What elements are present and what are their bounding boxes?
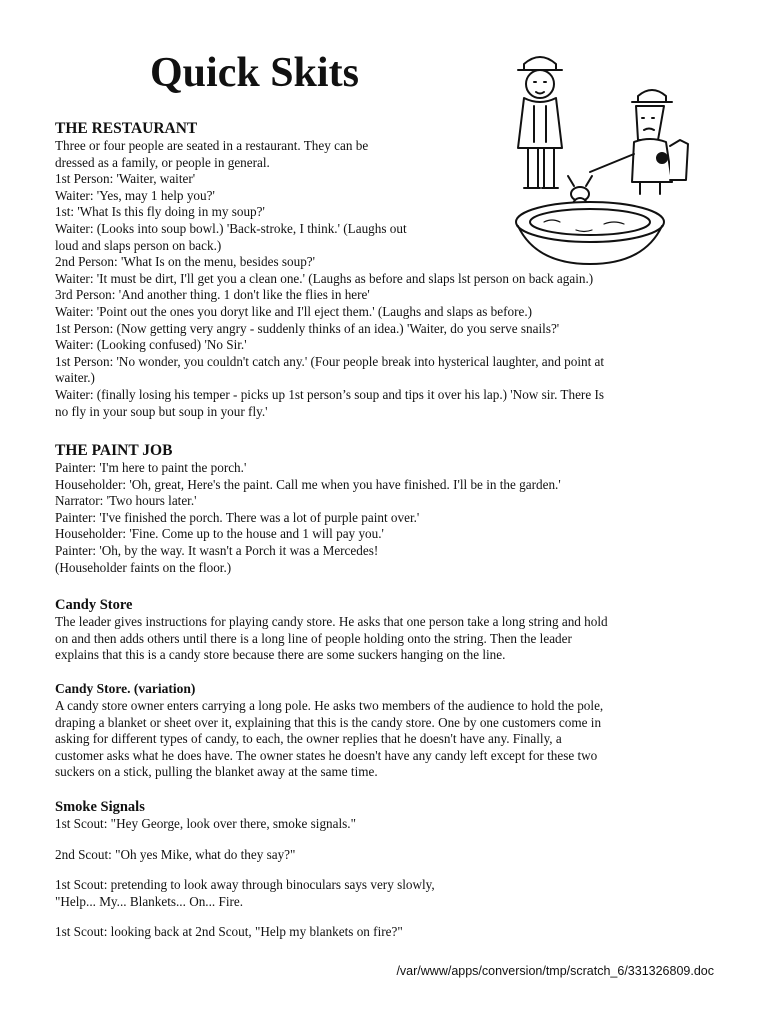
text-line: Painter: 'I'm here to paint the porch.'	[55, 460, 247, 475]
text-line: 1st Person: 'No wonder, you couldn't catch any.' (Four people break into hysterical laughter, and point at	[55, 353, 605, 369]
section-heading: Smoke Signals	[55, 799, 145, 815]
text-line: 2nd Scout: "Oh yes Mike, what do they say?"	[55, 846, 296, 862]
text-line: "Help... My... Blankets... On... Fire.	[55, 893, 244, 909]
text-line: Waiter: (finally losing his temper - picks up 1st person’s soup and tips it over his lap.) 'Now sir. There Is	[55, 386, 604, 402]
text-line: draping a blanket or sheet over it, explaining that this is the candy store. One by one customers come in	[55, 714, 602, 730]
text-line: asking for different types of candy, to each, the owner replies that he doesn't have any. Finally, a	[55, 731, 562, 747]
section-candy-store	[55, 596, 608, 664]
text-line: 1st Scout: "Hey George, look over there, smoke signals."	[55, 816, 356, 831]
section-restaurant	[55, 120, 604, 420]
section-candy-store-variation	[55, 680, 603, 781]
text-line: Waiter: (Looking confused) 'No Sir.'	[55, 337, 247, 353]
text-line: 2nd Person: 'What Is on the menu, besides soup?'	[55, 254, 316, 270]
text-line: Householder: 'Oh, great, Here's the paint. Call me when you have finished. I'll be in the garden.'	[55, 476, 561, 492]
text-line: loud and slaps person on back.)	[55, 237, 222, 253]
text-line: 1st: 'What Is this fly doing in my soup?'	[55, 204, 265, 220]
text-line: 1st Person: (Now getting very angry - suddenly thinks of an idea.) 'Waiter, do you serve snails?'	[55, 320, 560, 336]
text-line: suckers on a stick, pulling the blanket away at the same time.	[55, 764, 378, 780]
section-heading: THE PAINT JOB	[55, 442, 173, 459]
text-line: (Householder faints on the floor.)	[55, 559, 232, 575]
text-line: Waiter: 'Point out the ones you doryt like and I'll eject them.' (Laughs and slaps as before.)	[55, 303, 533, 319]
file-path-footer: /var/www/apps/conversion/tmp/scratch_6/331326809.doc	[396, 964, 714, 978]
text-line: explains that this is a candy store because there are some suckers hanging on the line.	[55, 647, 506, 663]
text-line: 1st Scout: looking back at 2nd Scout, "Help my blankets on fire?"	[55, 924, 403, 940]
text-line: 1st Scout: pretending to look away through binoculars says very slowly,	[55, 877, 435, 893]
text-line: Painter: 'Oh, by the way. It wasn't a Porch it was a Mercedes!	[55, 542, 379, 558]
text-line: no fly in your soup but soup in your fly.'	[55, 403, 268, 419]
text-line: The leader gives instructions for playing candy store. He asks that one person take a long string and hold	[55, 614, 608, 629]
text-line: on and then adds others until there is a long line of people holding onto the string. Then the leader	[55, 630, 572, 646]
text-line: Householder: 'Fine. Come up to the house and 1 will pay you.'	[55, 526, 384, 542]
text-line: A candy store owner enters carrying a long pole. He asks two members of the audience to hold the pole,	[55, 698, 604, 713]
text-line: 1st Person: 'Waiter, waiter'	[55, 171, 196, 187]
text-line: dressed as a family, or people in general.	[55, 154, 270, 170]
section-paint-job	[55, 442, 561, 576]
text-line: Waiter: 'Yes, may 1 help you?'	[55, 187, 215, 203]
text-line: 3rd Person: 'And another thing. 1 don't like the flies in here'	[55, 287, 370, 303]
text-line: Waiter: (Looks into soup bowl.) 'Back-stroke, I think.' (Laughs out	[55, 220, 407, 236]
text-line: Painter: 'I've finished the porch. There was a lot of purple paint over.'	[55, 509, 420, 525]
section-heading: THE RESTAURANT	[55, 120, 198, 137]
section-heading: Candy Store	[55, 597, 133, 613]
page-title: Quick Skits	[150, 50, 359, 96]
text-line: customer asks what he does have. The owner states he doesn't have any candy left except for these two	[55, 747, 598, 763]
section-smoke-signals	[55, 798, 435, 941]
text-line: Three or four people are seated in a restaurant. They can be	[55, 138, 369, 153]
text-line: Narrator: 'Two hours later.'	[55, 493, 197, 509]
text-line: waiter.)	[55, 370, 95, 386]
section-heading: Candy Store. (variation)	[55, 681, 196, 696]
text-line: Waiter: 'It must be dirt, I'll get you a clean one.' (Laughs as before and slaps lst person on back again.)	[55, 270, 594, 286]
